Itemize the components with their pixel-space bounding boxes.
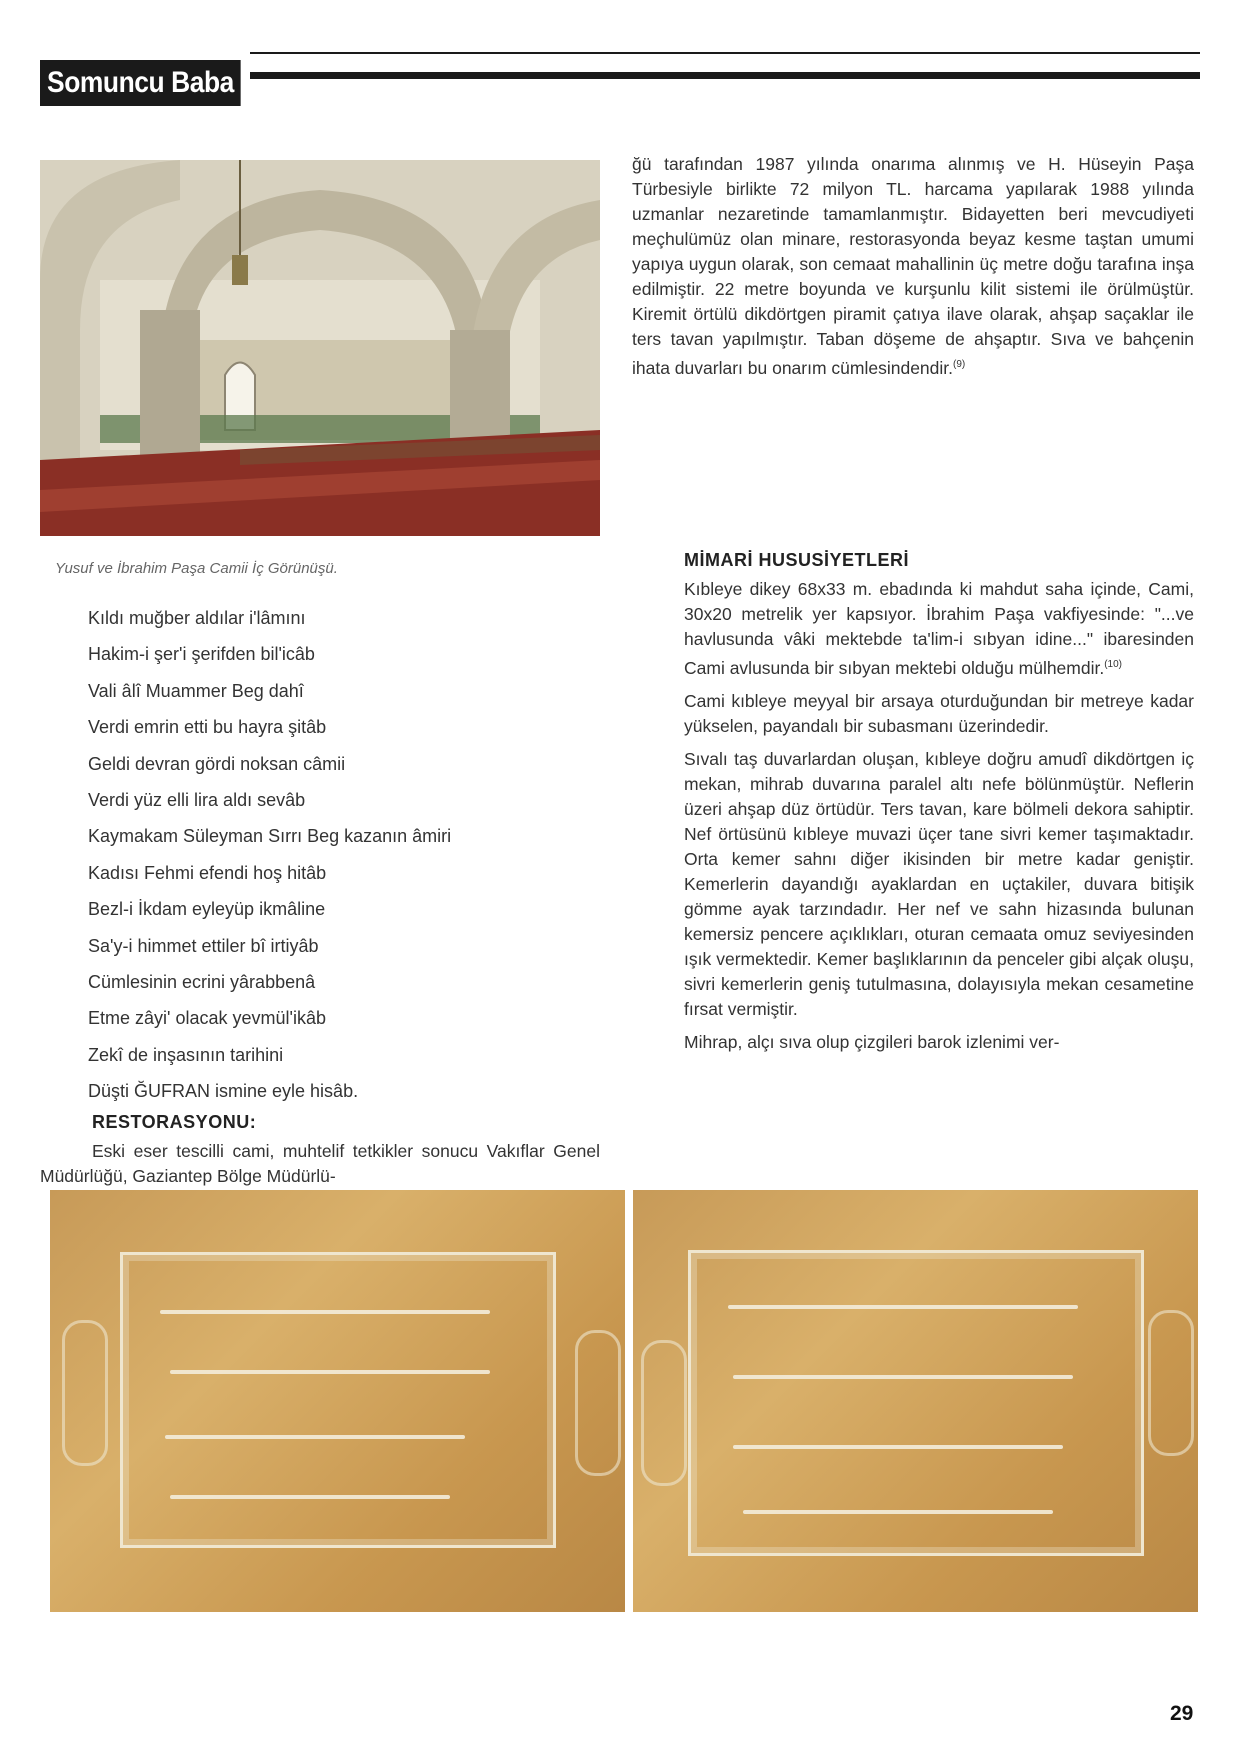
calligraphy-line <box>743 1510 1053 1514</box>
architecture-paragraph-2: Cami kıbleye meyyal bir arsaya oturduğundan bir metreye kadar yükselen, payandalı bir subasmanı üzerindedir. <box>684 690 1194 736</box>
poem-line: Verdi yüz elli lira aldı sevâb <box>88 790 306 811</box>
restoration-heading: RESTORASYONU: <box>92 1112 257 1132</box>
ornament-scroll <box>62 1320 108 1466</box>
page-number: 29 <box>1170 1702 1194 1725</box>
poem-line: Sa'y-i himmet ettiler bî irtiyâb <box>88 935 319 956</box>
poem-line: Kaymakam Süleyman Sırrı Beg kazanın âmiri <box>88 826 452 847</box>
footnote-10: (10) <box>1104 659 1123 670</box>
poem-line: Kadısı Fehmi efendi hoş hitâb <box>88 862 327 883</box>
header-rule-thin <box>250 52 1200 54</box>
restoration-continued-paragraph <box>632 152 1194 381</box>
poem-line: Cümlesinin ecrini yârabbenâ <box>88 972 316 993</box>
poem-line: Hakim-i şer'i şerifden bil'icâb <box>88 644 315 665</box>
photo-caption: Yusuf ve İbrahim Paşa Camii İç Görünüşü. <box>55 560 338 577</box>
calligraphy-line <box>160 1310 490 1314</box>
restoration-continued-column <box>632 152 1194 381</box>
architecture-heading: MİMARİ HUSUSİYETLERİ <box>684 550 910 570</box>
calligraphy-line <box>165 1435 465 1439</box>
poem-line: Etme zâyi' olacak yevmül'ikâb <box>88 1008 326 1029</box>
restoration-paragraph: Eski eser tescilli cami, muhtelif tetkikler sonucu Vakıflar Genel Müdürlüğü, Gaziantep Bölge Müdürlü- <box>40 1141 600 1186</box>
masthead <box>40 52 1200 112</box>
footnote-9: (9) <box>953 359 966 370</box>
poem-line: Verdi emrin etti bu hayra şitâb <box>88 717 327 738</box>
magazine-title: Somuncu Baba <box>40 60 241 106</box>
calligraphy-line <box>170 1370 490 1374</box>
poem <box>88 600 588 1110</box>
poem-line: Vali âlî Muammer Beg dahî <box>88 680 304 701</box>
inscription-panel-photo-right <box>633 1190 1198 1612</box>
ornament-scroll <box>575 1330 621 1476</box>
poem-line: Bezl-i İkdam eyleyüp ikmâline <box>88 899 326 920</box>
architecture-paragraph-3: Sıvalı taş duvarlardan oluşan, kıbleye doğru amudî dikdörtgen iç mekan, mihrab duvarına paralel altı nefe bölünmüştür. Neflerin üzeri ahşap düz örtüdür. Ters tavan, kare bölmeli dekora sahiptir. Nef örtüsünü kıbleye muvazi üçer tane sivri kemer taşımaktadır. Orta kemer sahnı diğer ikisinden bir metre kadar geniştir. Kemerlerin dayandığı ayaklardan en uçtakiler, duvara bitişik gömme ayak tarzındadır. Her nef ve sahn hizasında bulunan kemersiz pencere açıklıkları, oturan cemaata omuz seviyesinden ışık vermektedir. Kemer başlıklarının da penceler gibi alçak oluşu, sivri kemerlerin geniş tutulmasına, dolayısıyla mekan cesametine fırsat vermiştir. <box>684 748 1194 1019</box>
inscription-frame <box>120 1252 556 1548</box>
architecture-paragraph-1-text: Kıbleye dikey 68x33 m. ebadında ki mahdut saha içinde, Cami, 30x20 metrelik yer kapsıyor. İbrahim Paşa vakfiyesinde: "...ve havlusunda vâki mektebde ta'lim-i sıbyan idine..." ibaresinden Cami avlusunda bir sıbyan mektebi olduğu mülhemdir. <box>684 579 1194 678</box>
restoration-continued-text: ğü tarafından 1987 yılında onarıma alınmış ve H. Hüseyin Paşa Türbesiyle birlikte 72 milyon TL. harcama yapılarak 1988 yılında uzmanlar nezaretinde tamamlanmıştır. Bidayetten beri mevcudiyeti meçhulümüz olan minare, restorasyonda beyaz kesme taştan umumi yapıya uygun olarak, son cemaat mahallinin üç metre doğu tarafına inşa edilmiştir. 22 metre boyunda ve kurşunlu kilit sistemi ile örülmüştür. Kiremit örtülü dikdörtgen piramit çatıya ilave olarak, ahşap saçaklar ile ters tavan yapılmıştır. Taban döşeme de ahşaptır. Sıva ve bahçenin ihata duvarları bu onarım cümlesindendir. <box>632 154 1194 378</box>
poem-line: Kıldı muğber aldılar i'lâmını <box>88 608 306 628</box>
poem-line: Düşti ĞUFRAN ismine eyle hisâb. <box>88 1081 359 1102</box>
ornament-scroll <box>641 1340 687 1486</box>
header-rule-thick <box>250 72 1200 79</box>
architecture-section <box>684 548 1194 1055</box>
calligraphy-line <box>733 1375 1073 1379</box>
calligraphy-line <box>170 1495 450 1499</box>
architecture-paragraph-1 <box>684 577 1194 681</box>
mosque-interior-photo <box>40 160 600 536</box>
calligraphy-line <box>733 1445 1063 1449</box>
inscription-panel-photo-left <box>50 1190 625 1612</box>
restoration-section <box>40 1110 600 1189</box>
calligraphy-line <box>728 1305 1078 1309</box>
architecture-paragraph-4: Mihrap, alçı sıva olup çizgileri barok izlenimi ver- <box>684 1031 1060 1052</box>
poem-line: Geldi devran gördi noksan câmii <box>88 753 346 774</box>
poem-line: Zekî de inşasının tarihini <box>88 1044 284 1065</box>
ornament-scroll <box>1148 1310 1194 1456</box>
mosque-interior-illustration <box>40 160 600 536</box>
